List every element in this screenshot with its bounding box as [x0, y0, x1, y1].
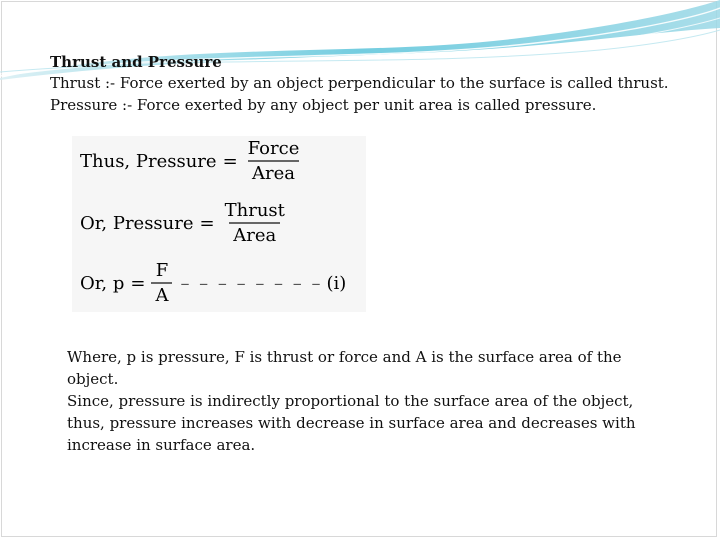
equation-tag: (i)	[326, 272, 347, 294]
pressure-definition: Pressure :- Force exerted by any object per unit area is called pressure.	[50, 96, 597, 114]
equation-1-lhs: Thus, Pressure	[80, 150, 217, 172]
equation-2-fraction	[221, 200, 289, 246]
numerator: Thrust	[224, 200, 285, 221]
numerator: Force	[247, 138, 300, 159]
equals-sign: =	[222, 150, 238, 172]
explanation-paragraph-2: Since, pressure is indirectly proportional to the surface area of the object, thus, pressure increases with decrease in surface area and decreases with increase in surface area.	[67, 392, 636, 454]
explanation-text	[67, 346, 652, 456]
equation-1-fraction	[244, 138, 304, 184]
numerator: F	[155, 260, 169, 281]
equation-3	[80, 260, 346, 306]
equals-sign: =	[130, 272, 146, 294]
equation-2	[80, 200, 289, 246]
slide-title: Thrust and Pressure	[50, 53, 222, 71]
thrust-definition: Thrust :- Force exerted by an object perpendicular to the surface is called thrust.	[50, 74, 669, 92]
denominator: A	[151, 282, 172, 306]
denominator: Area	[248, 160, 299, 184]
equation-2-lhs: Or, Pressure	[80, 212, 194, 234]
equation-1	[80, 138, 303, 184]
equation-dashes: – – – – – – – –	[180, 272, 323, 294]
denominator: Area	[229, 222, 280, 246]
explanation-paragraph-1: Where, p is pressure, F is thrust or force and A is the surface area of the object.	[67, 348, 622, 388]
equation-3-fraction	[151, 260, 172, 306]
equation-3-lhs: Or, p	[80, 272, 125, 294]
equals-sign: =	[199, 212, 215, 234]
